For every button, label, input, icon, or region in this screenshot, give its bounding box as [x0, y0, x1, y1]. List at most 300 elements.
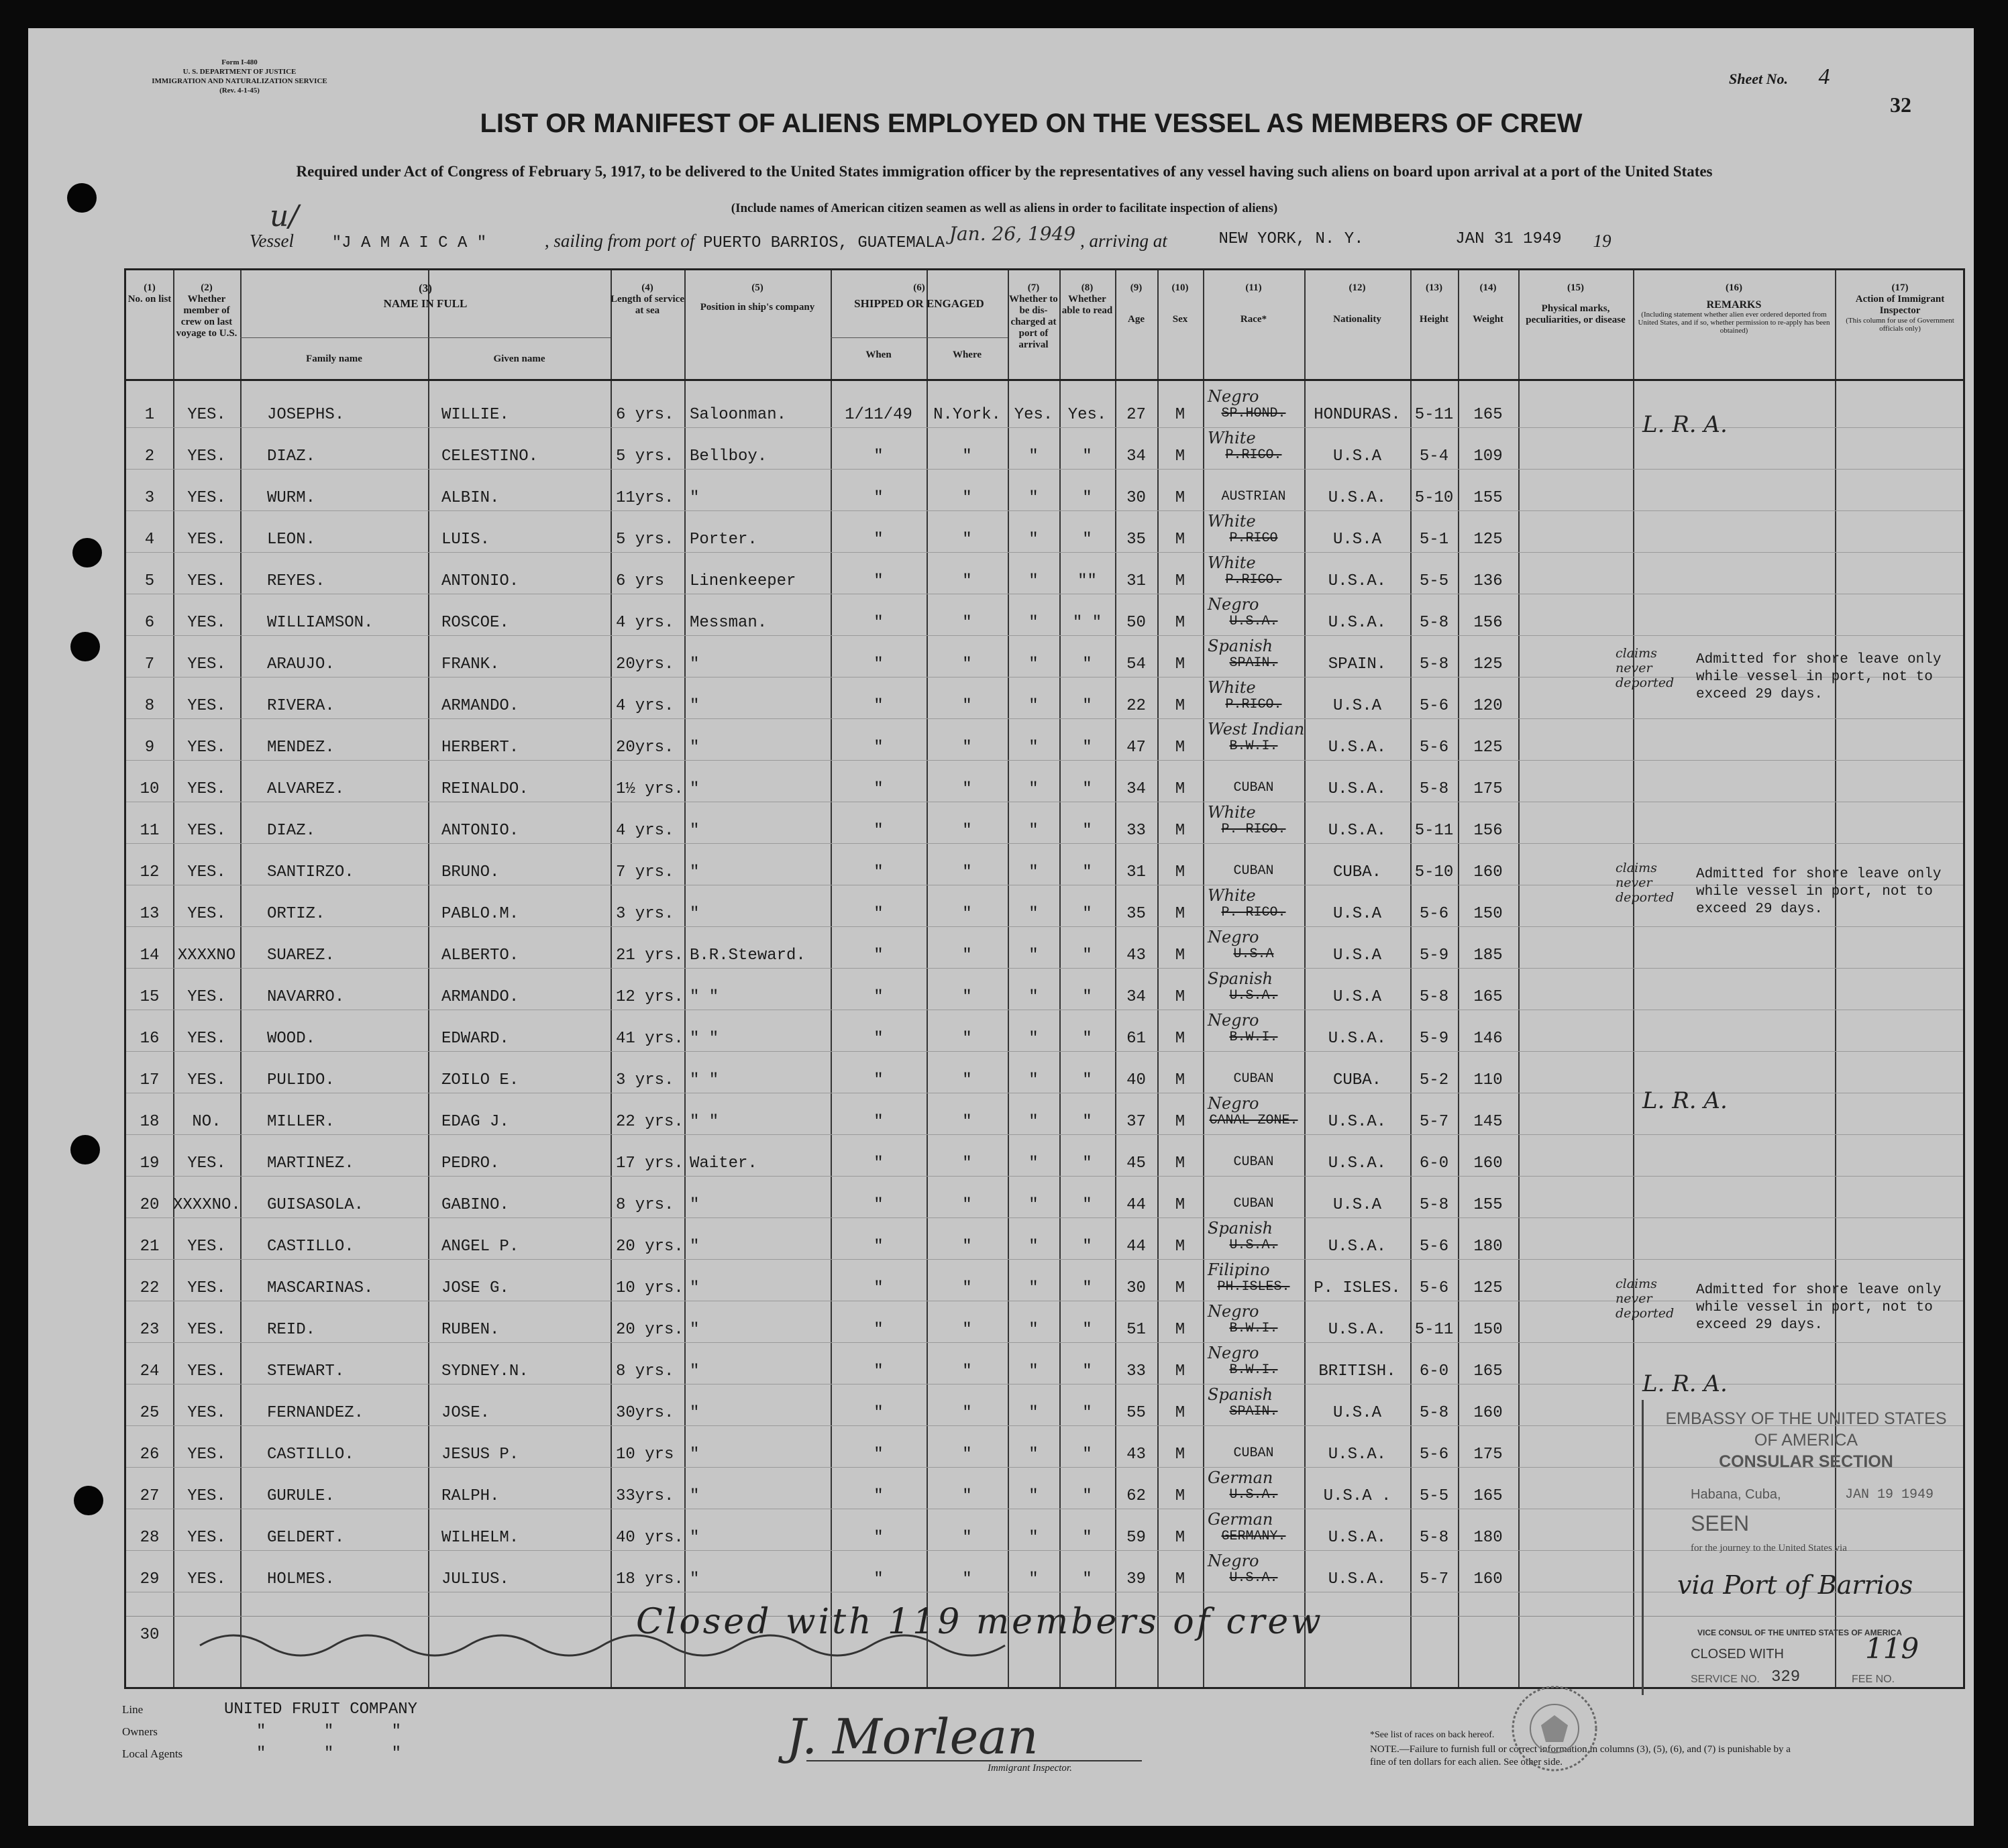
cell-when: 1/11/49 [845, 406, 912, 424]
cell-family: MENDEZ. [267, 739, 335, 757]
cell-sex: M [1175, 489, 1185, 507]
cell-height: 5-11 [1414, 406, 1454, 424]
cell-nationality: U.S.A [1332, 905, 1381, 923]
race-handwritten: German [1208, 1468, 1273, 1487]
cell-discharged: " [1028, 946, 1039, 965]
cell-where: " [962, 1321, 972, 1339]
cell-where: " [962, 531, 972, 549]
cell-read: " [1082, 905, 1092, 923]
cell-no: 15 [140, 988, 160, 1006]
cell-sex: M [1175, 531, 1185, 549]
race-handwritten: White [1208, 553, 1256, 572]
cell-discharged: " [1028, 822, 1039, 840]
line-value: UNITED FRUIT COMPANY [224, 1700, 418, 1719]
cell-discharged: " [1028, 697, 1039, 715]
cell-no: 19 [140, 1154, 160, 1173]
cell-when: " [874, 655, 884, 673]
cell-family: SANTIRZO. [267, 863, 354, 881]
cell-position: " [690, 1238, 700, 1256]
cell-age: 34 [1126, 988, 1146, 1006]
cell-family: HOLMES. [267, 1570, 335, 1588]
cell-when: " [874, 1238, 884, 1256]
cell-family: ALVAREZ. [267, 780, 345, 798]
cell-when: " [874, 447, 884, 466]
page-title: LIST OR MANIFEST OF ALIENS EMPLOYED ON THE VESSEL AS MEMBERS OF CREW [480, 109, 1583, 138]
cell-service: 17 yrs. [616, 1154, 684, 1173]
cell-weight: 180 [1473, 1238, 1503, 1256]
cell-where: " [962, 1154, 972, 1173]
table-row [126, 760, 1963, 802]
cell-when: " [874, 1154, 884, 1173]
cell-height: 5-8 [1419, 1404, 1449, 1422]
col-race-header: (11) Race* [1240, 282, 1267, 325]
cell-when: " [874, 905, 884, 923]
cell-race: U.S.A. [1229, 1238, 1278, 1253]
cell-service: 10 yrs. [616, 1279, 684, 1297]
cell-race: P.RICO. [1225, 697, 1282, 712]
cell-family: ORTIZ. [267, 905, 325, 923]
cell-given: JOSE G. [441, 1279, 509, 1297]
cell-family: RIVERA. [267, 697, 335, 715]
closing-scribble [193, 1619, 1039, 1659]
cell-prev: YES. [187, 697, 226, 715]
cell-where: " [962, 697, 972, 715]
cell-nationality: P. ISLES. [1314, 1279, 1401, 1297]
cell-no: 25 [140, 1404, 160, 1422]
cell-when: " [874, 1071, 884, 1089]
cell-weight: 165 [1473, 406, 1503, 424]
seal-emblem [1504, 1678, 1605, 1779]
race-handwritten: Negro [1208, 1094, 1259, 1113]
cell-prev: YES. [187, 905, 226, 923]
row-number: 30 [140, 1626, 160, 1644]
cell-where: " [962, 1446, 972, 1464]
col-family-header: Family name [306, 354, 362, 364]
cell-where: " [962, 1529, 972, 1547]
cell-given: EDWARD. [441, 1030, 509, 1048]
cell-race: U.S.A [1233, 946, 1274, 962]
cell-discharged: " [1028, 531, 1039, 549]
cell-height: 5-11 [1414, 822, 1454, 840]
cell-nationality: U.S.A [1332, 531, 1381, 549]
cell-race: CUBAN [1233, 1071, 1274, 1087]
cell-weight: 125 [1473, 531, 1503, 549]
race-handwritten: Negro [1208, 387, 1259, 406]
cell-sex: M [1175, 655, 1185, 673]
cell-discharged: " [1028, 1404, 1039, 1422]
cell-position: " [690, 655, 700, 673]
cell-no: 2 [144, 447, 155, 466]
cell-weight: 110 [1473, 1071, 1503, 1089]
cell-when: " [874, 863, 884, 881]
consular-stamp [1642, 1400, 1964, 1695]
cell-read: " [1082, 739, 1092, 757]
cell-height: 5-7 [1419, 1570, 1449, 1588]
cell-weight: 156 [1473, 822, 1503, 840]
cell-sex: M [1175, 946, 1185, 965]
cell-height: 5-6 [1419, 739, 1449, 757]
cell-service: 18 yrs. [616, 1570, 684, 1588]
col-discharged-header: (7) Whether to be dis-charged at port of arrival [1009, 282, 1058, 350]
arrival-port: NEW YORK, N. Y. [1218, 230, 1364, 248]
arrival-date: JAN 31 1949 [1455, 230, 1562, 248]
cell-when: " [874, 739, 884, 757]
cell-position: Porter. [690, 531, 757, 549]
cell-read: " [1082, 531, 1092, 549]
cell-when: " [874, 1487, 884, 1505]
cell-read: " [1082, 1196, 1092, 1214]
sailing-label: , sailing from port of [544, 231, 695, 251]
cell-age: 39 [1126, 1570, 1146, 1588]
cell-given: WILHELM. [441, 1529, 519, 1547]
cell-height: 5-8 [1419, 655, 1449, 673]
cell-service: 6 yrs. [616, 406, 674, 424]
cell-race: P. RICO. [1221, 905, 1286, 920]
cell-position: " " [690, 988, 719, 1006]
col-where-header: Where [952, 349, 982, 360]
cell-race: U.S.A. [1229, 1487, 1278, 1503]
cell-sex: M [1175, 863, 1185, 881]
cell-read: " [1082, 1071, 1092, 1089]
cell-height: 5-10 [1414, 863, 1454, 881]
cell-when: " [874, 946, 884, 965]
cell-height: 5-5 [1419, 572, 1449, 590]
cell-nationality: U.S.A. [1328, 1446, 1387, 1464]
cell-prev: YES. [187, 1487, 226, 1505]
cell-height: 5-6 [1419, 905, 1449, 923]
cell-race: B.W.I. [1229, 739, 1278, 754]
cell-position: " [690, 905, 700, 923]
cell-family: NAVARRO. [267, 988, 345, 1006]
cell-when: " [874, 1570, 884, 1588]
required-statement: Required under Act of Congress of February 5, 1917, to be delivered to the United States immigration officer by the representatives of any vessel having such aliens on board upon arrival at a port of the United States [296, 163, 1713, 180]
cell-service: 30yrs. [616, 1404, 674, 1422]
cell-height: 5-9 [1419, 1030, 1449, 1048]
cell-service: 5 yrs. [616, 447, 674, 466]
cell-read: " [1082, 1529, 1092, 1547]
cell-position: " [690, 1279, 700, 1297]
cell-where: " [962, 739, 972, 757]
claims-note-3: claims never deported [1616, 1276, 1675, 1321]
cell-weight: 160 [1473, 863, 1503, 881]
stamp-journey: for the journey to the United States via [1691, 1543, 1847, 1554]
cell-service: 8 yrs. [616, 1196, 674, 1214]
cell-where: " [962, 988, 972, 1006]
cell-nationality: CUBA. [1332, 1071, 1381, 1089]
race-handwritten: Spanish [1208, 1385, 1273, 1404]
cell-read: " [1082, 1030, 1092, 1048]
cell-prev: YES. [187, 655, 226, 673]
handwritten-mark: u/ [270, 199, 299, 233]
race-handwritten: White [1208, 429, 1256, 447]
cell-race: CUBAN [1233, 1446, 1274, 1461]
cell-when: " [874, 489, 884, 507]
cell-race: P. RICO. [1221, 822, 1286, 837]
cell-nationality: U.S.A. [1328, 739, 1387, 757]
cell-no: 10 [140, 780, 160, 798]
cell-prev: YES. [187, 1446, 226, 1464]
cell-prev: YES. [187, 780, 226, 798]
col-service-header: (4) Length of service at sea [611, 282, 684, 316]
cell-service: 3 yrs. [616, 1071, 674, 1089]
cell-age: 51 [1126, 1321, 1146, 1339]
col-weight-header: (14) Weight [1473, 282, 1503, 325]
cell-race: GERMANY. [1221, 1529, 1286, 1544]
cell-where: " [962, 1238, 972, 1256]
cell-weight: 165 [1473, 988, 1503, 1006]
cell-where: " [962, 1279, 972, 1297]
cell-position: " [690, 1321, 700, 1339]
cell-given: ZOILO E. [441, 1071, 519, 1089]
cell-service: 41 yrs. [616, 1030, 684, 1048]
cell-service: 4 yrs. [616, 614, 674, 632]
cell-prev: XXXXNO. [173, 1196, 241, 1214]
cell-weight: 155 [1473, 489, 1503, 507]
stamp-closed-label: CLOSED WITH [1691, 1647, 1784, 1662]
cell-age: 35 [1126, 531, 1146, 549]
cell-nationality: U.S.A [1332, 447, 1381, 466]
cell-no: 6 [144, 614, 155, 632]
cell-read: " [1082, 447, 1092, 466]
cell-prev: YES. [187, 406, 226, 424]
cell-position: " [690, 822, 700, 840]
cell-nationality: CUBA. [1332, 863, 1381, 881]
cell-no: 7 [144, 655, 155, 673]
cell-nationality: U.S.A. [1328, 1154, 1387, 1173]
year-label: 19 [1593, 231, 1611, 251]
cell-prev: YES. [187, 822, 226, 840]
race-handwritten: Negro [1208, 928, 1259, 946]
cell-discharged: " [1028, 655, 1039, 673]
cell-age: 40 [1126, 1071, 1146, 1089]
cell-family: DIAZ. [267, 822, 316, 840]
cell-sex: M [1175, 1570, 1185, 1588]
cell-when: " [874, 988, 884, 1006]
cell-nationality: U.S.A. [1328, 572, 1387, 590]
cell-age: 33 [1126, 822, 1146, 840]
cell-age: 47 [1126, 739, 1146, 757]
cell-weight: 150 [1473, 1321, 1503, 1339]
cell-position: " [690, 739, 700, 757]
cell-given: ARMANDO. [441, 988, 519, 1006]
cell-age: 34 [1126, 447, 1146, 466]
cell-when: " [874, 780, 884, 798]
cell-service: 5 yrs. [616, 531, 674, 549]
cell-given: ANTONIO. [441, 572, 519, 590]
cell-service: 20yrs. [616, 655, 674, 673]
owners-label: Owners [122, 1725, 158, 1738]
cell-discharged: " [1028, 1196, 1039, 1214]
cell-no: 26 [140, 1446, 160, 1464]
cell-sex: M [1175, 1321, 1185, 1339]
cell-position: " [690, 1487, 700, 1505]
cell-sex: M [1175, 697, 1185, 715]
cell-where: " [962, 1196, 972, 1214]
cell-nationality: U.S.A [1332, 946, 1381, 965]
cell-position: " [690, 1196, 700, 1214]
stamp-date: JAN 19 1949 [1845, 1487, 1934, 1503]
cell-age: 37 [1126, 1113, 1146, 1131]
col-nationality-header: (12) Nationality [1333, 282, 1381, 325]
cell-position: " [690, 489, 700, 507]
cell-no: 4 [144, 531, 155, 549]
cell-service: 8 yrs. [616, 1362, 674, 1380]
cell-given: GABINO. [441, 1196, 509, 1214]
cell-sex: M [1175, 1487, 1185, 1505]
cell-when: " [874, 1446, 884, 1464]
cell-prev: NO. [192, 1113, 221, 1131]
cell-read: " [1082, 655, 1092, 673]
cell-service: 21 yrs. [616, 946, 684, 965]
cell-nationality: U.S.A [1332, 1404, 1381, 1422]
cell-race: SPAIN. [1229, 1404, 1278, 1419]
cell-weight: 160 [1473, 1570, 1503, 1588]
cell-race: P.RICO. [1225, 572, 1282, 588]
cell-discharged: " [1028, 988, 1039, 1006]
cell-family: MARTINEZ. [267, 1154, 354, 1173]
cell-prev: YES. [187, 1154, 226, 1173]
cell-given: PEDRO. [441, 1154, 500, 1173]
table-row [126, 510, 1963, 553]
cell-weight: 125 [1473, 739, 1503, 757]
cell-age: 59 [1126, 1529, 1146, 1547]
cell-sex: M [1175, 822, 1185, 840]
race-handwritten: West Indian [1208, 720, 1305, 739]
cell-discharged: " [1028, 863, 1039, 881]
cell-family: FERNANDEZ. [267, 1404, 364, 1422]
cell-where: " [962, 863, 972, 881]
cell-age: 45 [1126, 1154, 1146, 1173]
table-row [126, 802, 1963, 844]
cell-service: 1½ yrs. [616, 780, 684, 798]
race-handwritten: Spanish [1208, 969, 1273, 988]
agents-label: Local Agents [122, 1747, 183, 1760]
cell-where: " [962, 1404, 972, 1422]
cell-read: Yes. [1067, 406, 1107, 424]
cell-given: CELESTINO. [441, 447, 539, 466]
cell-when: " [874, 1529, 884, 1547]
table-row [126, 1176, 1963, 1218]
cell-prev: YES. [187, 1404, 226, 1422]
cell-where: " [962, 1030, 972, 1048]
cell-where: " [962, 655, 972, 673]
cell-position: " [690, 1404, 700, 1422]
cell-when: " [874, 531, 884, 549]
cell-sex: M [1175, 1362, 1185, 1380]
cell-sex: M [1175, 614, 1185, 632]
cell-no: 27 [140, 1487, 160, 1505]
cell-height: 5-6 [1419, 1238, 1449, 1256]
cell-discharged: " [1028, 1238, 1039, 1256]
closing-note: Closed with 119 members of crew [636, 1602, 1324, 1642]
cell-service: 6 yrs [616, 572, 665, 590]
cell-prev: YES. [187, 1279, 226, 1297]
table-row [126, 552, 1963, 594]
cell-height: 5-8 [1419, 988, 1449, 1006]
cell-where: " [962, 1570, 972, 1588]
cell-given: PABLO.M. [441, 905, 519, 923]
cell-age: 43 [1126, 946, 1146, 965]
agents-value: " " " [256, 1745, 402, 1763]
cell-where: " [962, 489, 972, 507]
cell-discharged: " [1028, 614, 1039, 632]
cell-read: " [1082, 1238, 1092, 1256]
cell-height: 5-8 [1419, 614, 1449, 632]
cell-given: SYDNEY.N. [441, 1362, 529, 1380]
cell-discharged: " [1028, 1113, 1039, 1131]
table-row [126, 968, 1963, 1010]
remark-lra-3: L. R. A. [1642, 1370, 1728, 1397]
cell-prev: YES. [187, 1071, 226, 1089]
cell-prev: YES. [187, 1030, 226, 1048]
cell-nationality: U.S.A. [1328, 1529, 1387, 1547]
cell-sex: M [1175, 1071, 1185, 1089]
cell-height: 5-9 [1419, 946, 1449, 965]
port: PUERTO BARRIOS, GUATEMALA [702, 234, 945, 252]
punch-hole [70, 632, 100, 661]
cell-age: 34 [1126, 780, 1146, 798]
cell-prev: YES. [187, 988, 226, 1006]
cell-given: ANTONIO. [441, 822, 519, 840]
cell-when: " [874, 1362, 884, 1380]
stamp-fee-label: FEE NO. [1852, 1674, 1895, 1685]
cell-given: HERBERT. [441, 739, 519, 757]
cell-discharged: " [1028, 1071, 1039, 1089]
stamp-line3: CONSULAR SECTION [1719, 1452, 1893, 1471]
cell-nationality: U.S.A. [1328, 1321, 1387, 1339]
col-age-header: (9) Age [1128, 282, 1145, 325]
race-handwritten: Negro [1208, 1011, 1259, 1030]
cell-service: 10 yrs [616, 1446, 674, 1464]
stamp-line2: OF AMERICA [1754, 1431, 1858, 1450]
cell-position: " " [690, 1113, 719, 1131]
cell-no: 21 [140, 1238, 160, 1256]
cell-position: " [690, 1570, 700, 1588]
cell-weight: 156 [1473, 614, 1503, 632]
cell-race: CANAL ZONE. [1209, 1113, 1298, 1128]
revision: (Rev. 4-1-45) [219, 87, 260, 95]
cell-discharged: " [1028, 780, 1039, 798]
cell-read: " [1082, 1321, 1092, 1339]
race-handwritten: Spanish [1208, 1219, 1273, 1238]
cell-sex: M [1175, 1030, 1185, 1048]
cell-read: " [1082, 1154, 1092, 1173]
remark-admitted-1: Admitted for shore leave only while vessel in port, not to exceed 29 days. [1696, 652, 1942, 702]
cell-age: 62 [1126, 1487, 1146, 1505]
cell-where: " [962, 946, 972, 965]
cell-where: " [962, 1487, 972, 1505]
cell-race: PH.ISLES. [1217, 1279, 1290, 1295]
cell-where: " [962, 822, 972, 840]
cell-height: 5-7 [1419, 1113, 1449, 1131]
col-name-header: (3) NAME IN FULL [383, 282, 468, 310]
cell-no: 9 [144, 739, 155, 757]
cell-nationality: U.S.A . [1323, 1487, 1391, 1505]
race-handwritten: Negro [1208, 1302, 1259, 1321]
cell-family: CASTILLO. [267, 1238, 354, 1256]
cell-where: " [962, 447, 972, 466]
col-height-header: (13) Height [1419, 282, 1449, 325]
cell-where: " [962, 780, 972, 798]
cell-service: 20 yrs. [616, 1238, 684, 1256]
race-handwritten: Filipino [1208, 1260, 1270, 1279]
cell-when: " [874, 572, 884, 590]
cell-weight: 175 [1473, 780, 1503, 798]
cell-nationality: U.S.A. [1328, 489, 1387, 507]
cell-family: MILLER. [267, 1113, 335, 1131]
claims-note-1: claims never deported [1616, 646, 1675, 690]
cell-height: 5-6 [1419, 1279, 1449, 1297]
